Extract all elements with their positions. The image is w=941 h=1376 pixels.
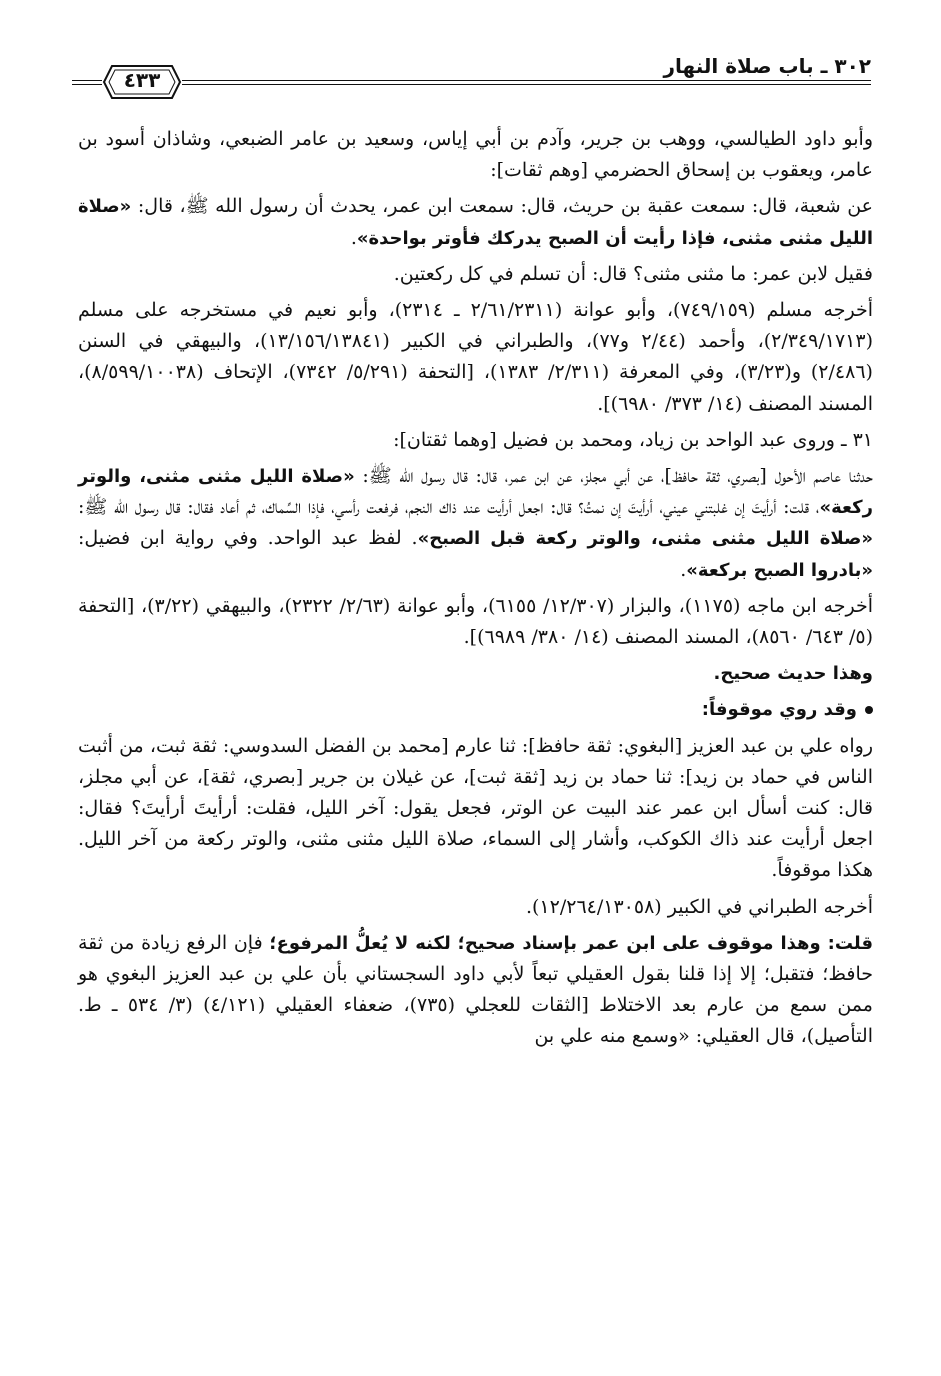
takhrij-paragraph: أخرجه ابن ماجه (١١٧٥)، والبزار (١٢/٣٠٧/ ٦١٥٥)، وأبو عوانة (٢/٦٣/ ٢٣٢٢)، والبيهقي (٣/٢٢)، [التحفة (٥/ ٦٤٣/ ٨٥٦٠)، المسند المصنف (١٤/ ٣٨٠/ ٦٩٨٩)]. (78, 594, 873, 649)
page-header (72, 50, 871, 100)
takhrij-paragraph: أخرجه الطبراني في الكبير (١٢/٢٦٤/١٣٠٥٨). (525, 895, 873, 918)
paragraph-text: . (680, 558, 687, 581)
hadith-text: «صلاة الليل مثنى مثنى، فإذا رأيت أن الصبح يدركك فأوتر بواحدة» (78, 196, 873, 249)
page-number: ٤٣٣ (123, 68, 161, 92)
ruling-text: وهذا حديث صحيح. (713, 663, 873, 685)
takhrij-paragraph: أخرجه مسلم (٧٤٩/١٥٩)، وأبو عوانة (٢/٦١/٢٣١١ ـ ٢٣١٤)، وأبو نعيم في مستخرجه على مسلم (٢/٣٤٩/١٧١٣)، وأحمد (٢/٤٤ و٧٧)، والطبراني في الكبير (١٣/١٥٦/١٣٨٤١)، والبيهقي في السنن (٢/٤٨٦) و(٣/٢٣)، وفي المعرفة (٢/٣١١/ ١٣٨٣)، [التحفة (٥/٢٩١/ ٧٣٤٢)، الإتحاف (٨/٥٩٩/١٠٠٣٨)، المسند المصنف (١٤/ ٣٧٣/ ٦٩٨٠)]. (78, 299, 873, 415)
paragraph-text: ، قلت: أرأيتَ إن غلبتني عيني، أرأيتَ إن نمتُ؟ قال: اجعل أرأيت عند ذاك النجم، فرفعت رأسي، فإذا السِّماك، ثم أعاد فقال: قال رسول الله ﷺ: (78, 496, 820, 519)
header-rule (72, 84, 102, 85)
paragraph: وأبو داود الطيالسي، ووهب بن جرير، وآدم بن أبي إياس، وسعيد بن عامر الضبعي، وشاذان أسود بن عامر، ويعقوب بن إسحاق الحضرمي [وهم ثقات]: (78, 128, 873, 182)
paragraph (78, 191, 873, 253)
paragraph-text: فإن الرفع زيادة من ثقة حافظ؛ فتقبل؛ إلا إذا قلنا بقول العقيلي تبعاً لأبي داود السجستاني بأن علي بن عبد العزيز البغوي هو ممن سمع من عارم بعد الاختلاط [الثقات للعجلي (٧٣٥)، ضعفاء العقيلي (٤/١٢١) (٣/ ٥٣٤ ـ ط. التأصيل)، قال العقيلي: «وسمع منه علي بن (78, 931, 873, 1048)
paragraph: رواه علي بن عبد العزيز [البغوي: ثقة حافظ]: ثنا عارم [محمد بن الفضل السدوسي: ثقة ثبت، من أثبت الناس في حماد بن زيد]: ثنا حماد بن زيد [ثقة ثبت]، عن غيلان بن جرير [بصري، ثقة]، عن أبي مجلز، قال: كنت أسأل ابن عمر عند البيت عن الوتر، فجعل يقول: آخر الليل، فقلت: أرأيتَ أرأيتَ؟ فقال: اجعل أرأيت عند ذاك الكوكب، وأشار إلى السماء، صلاة الليل مثنى مثنى، والوتر ركعة من آخر الليل. هكذا موقوفاً. (78, 734, 873, 882)
paragraph-text: . (350, 226, 357, 249)
header-rule (182, 80, 871, 81)
paragraph-text: حدثنا عاصم الأحول [بصري، ثقة حافظ]، عن أبي مجلز، عن ابن عمر، قال: قال رسول الله ﷺ: (354, 465, 873, 488)
ruling-paragraph (78, 658, 873, 689)
section-heading-text: وقد روي موقوفاً: (701, 699, 857, 721)
paragraph (78, 461, 873, 586)
section-heading (78, 694, 873, 725)
header-rule (72, 80, 102, 81)
chapter-title: ٣٠٢ ـ باب صلاة النهار (663, 54, 871, 78)
author-note: قلت: وهذا موقوف على ابن عمر بإسناد صحيح؛ لكنه لا يُعلُّ المرفوع؛ (269, 932, 874, 954)
hadith-text: «بادروا الصبح بركعة» (686, 559, 873, 581)
paragraph-text: عن شعبة، قال: سمعت عقبة بن حريث، قال: سمعت ابن عمر، يحدث أن رسول الله ﷺ، قال: (131, 195, 873, 218)
paragraph-text: . لفظ عبد الواحد. وفي رواية ابن فضيل: (78, 527, 418, 550)
paragraph (78, 928, 873, 1053)
paragraph: فقيل لابن عمر: ما مثنى مثنى؟ قال: أن تسلم في كل ركعتين. (393, 262, 873, 285)
bullet-icon (865, 706, 873, 714)
paragraph: ٣١ ـ وروى عبد الواحد بن زياد، ومحمد بن فضيل [وهما ثقتان]: (393, 428, 873, 451)
hadith-text: «صلاة الليل مثنى مثنى، والوتر ركعة» (78, 466, 873, 519)
page-number-frame (102, 62, 182, 102)
hadith-text: «صلاة الليل مثنى مثنى، والوتر ركعة قبل الصبح» (417, 528, 874, 550)
page-body (78, 124, 873, 1058)
header-rule (182, 84, 871, 85)
